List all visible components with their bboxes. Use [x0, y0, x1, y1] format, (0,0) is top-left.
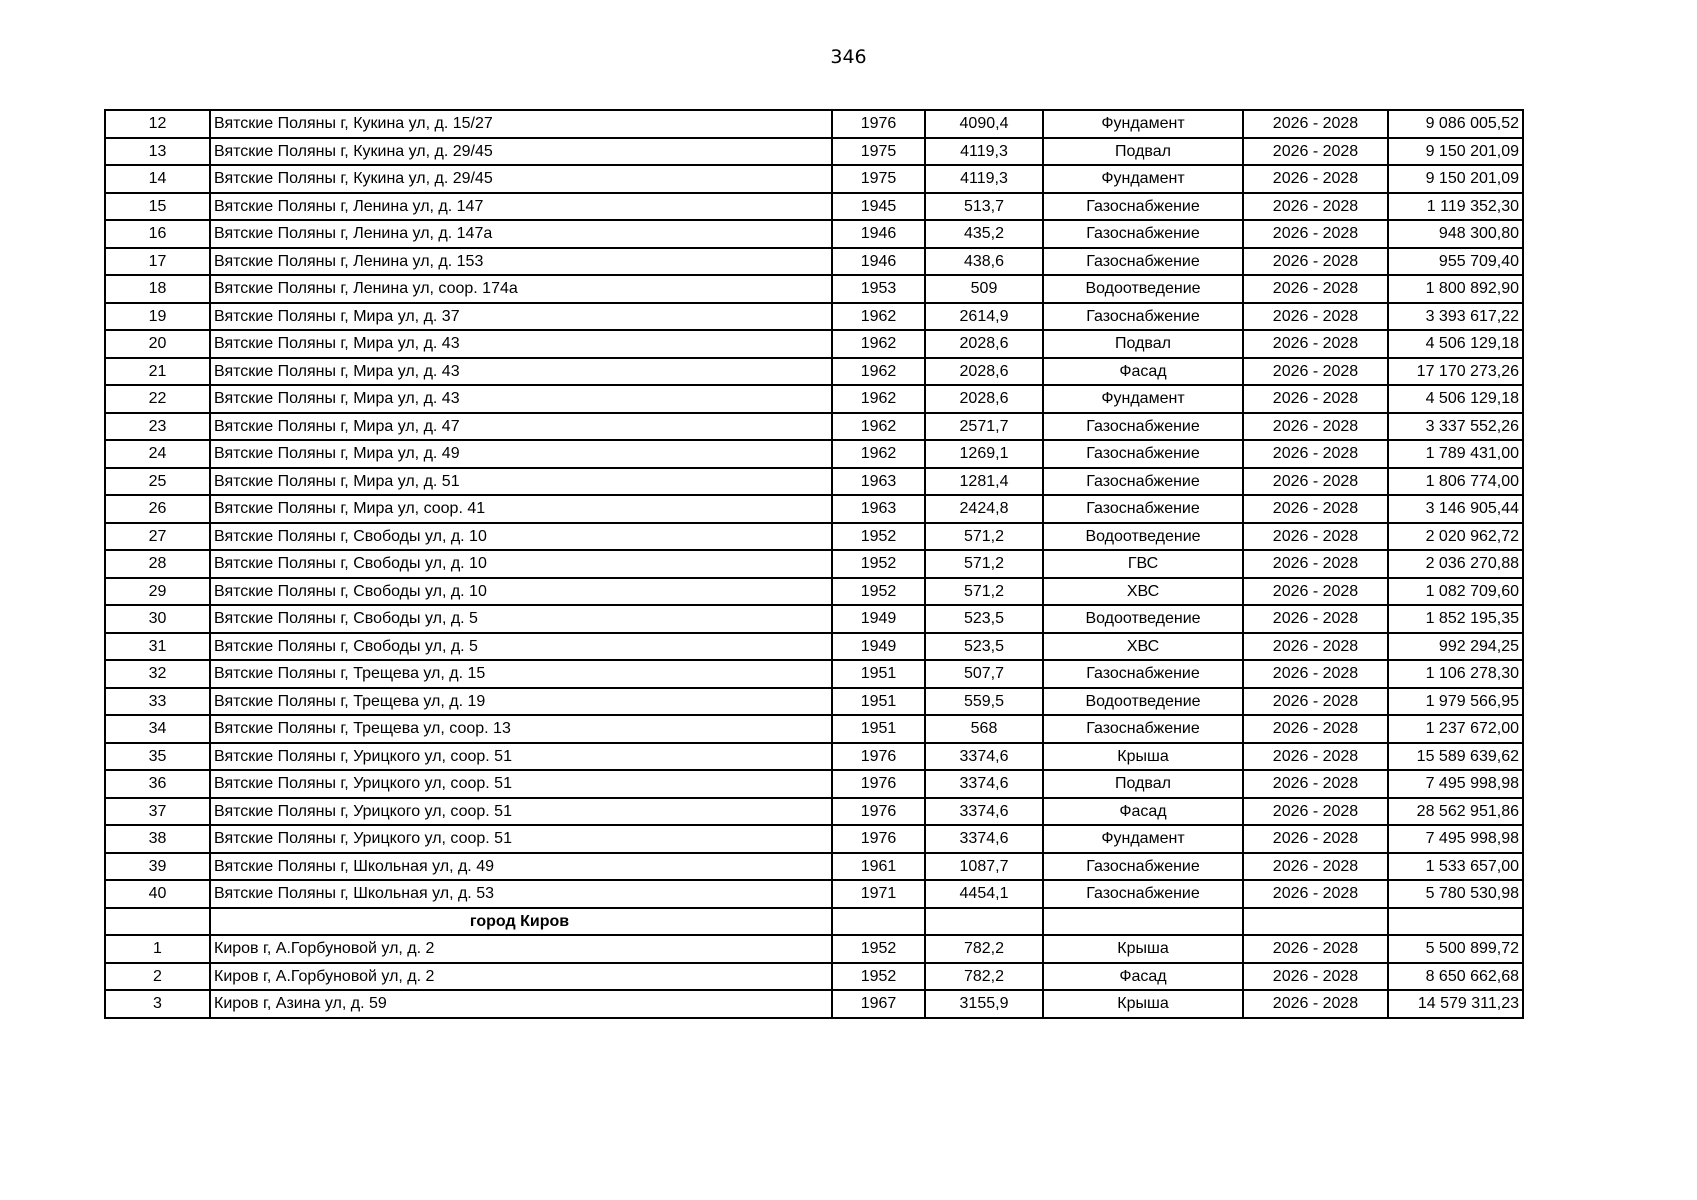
address-cell: Вятские Поляны г, Мира ул, д. 37: [210, 303, 832, 331]
work-type-cell: Крыша: [1043, 935, 1243, 963]
table-row: [105, 963, 1523, 991]
cost-cell: 7 495 998,98: [1388, 825, 1523, 853]
work-type-cell: Фундамент: [1043, 825, 1243, 853]
table-row: [105, 880, 1523, 908]
table-row: [105, 110, 1523, 138]
address-cell: Киров г, Азина ул, д. 59: [210, 990, 832, 1018]
work-type-cell: Газоснабжение: [1043, 715, 1243, 743]
row-number-cell: 38: [105, 825, 210, 853]
period-cell: 2026 - 2028: [1243, 468, 1388, 496]
cost-cell: 7 495 998,98: [1388, 770, 1523, 798]
build-year-cell: 1975: [832, 138, 925, 166]
row-number-cell: 34: [105, 715, 210, 743]
build-year-cell: 1953: [832, 275, 925, 303]
area-cell: 568: [925, 715, 1043, 743]
area-cell: 2028,6: [925, 358, 1043, 386]
cost-cell: 3 393 617,22: [1388, 303, 1523, 331]
area-cell: 4090,4: [925, 110, 1043, 138]
address-cell: Вятские Поляны г, Мира ул, д. 49: [210, 440, 832, 468]
table-row: [105, 798, 1523, 826]
work-type-cell: Крыша: [1043, 990, 1243, 1018]
address-cell: Вятские Поляны г, Свободы ул, д. 10: [210, 578, 832, 606]
row-number-cell: 27: [105, 523, 210, 551]
row-number-cell: 3: [105, 990, 210, 1018]
period-cell: 2026 - 2028: [1243, 110, 1388, 138]
area-cell: 2614,9: [925, 303, 1043, 331]
work-type-cell: Подвал: [1043, 138, 1243, 166]
table-row: [105, 165, 1523, 193]
page-number: 346: [830, 46, 867, 68]
row-number-cell: 13: [105, 138, 210, 166]
work-type-cell: Газоснабжение: [1043, 413, 1243, 441]
area-cell: 4454,1: [925, 880, 1043, 908]
build-year-cell: 1946: [832, 248, 925, 276]
cost-cell: 17 170 273,26: [1388, 358, 1523, 386]
cost-cell: 5 500 899,72: [1388, 935, 1523, 963]
row-number-cell: 30: [105, 605, 210, 633]
section-title-cell: город Киров: [210, 908, 832, 936]
period-cell: 2026 - 2028: [1243, 853, 1388, 881]
area-cell: 4119,3: [925, 138, 1043, 166]
address-cell: Вятские Поляны г, Кукина ул, д. 29/45: [210, 138, 832, 166]
period-cell: 2026 - 2028: [1243, 523, 1388, 551]
row-number-cell: 1: [105, 935, 210, 963]
work-type-cell: Фундамент: [1043, 110, 1243, 138]
table-row: [105, 770, 1523, 798]
build-year-cell: 1952: [832, 578, 925, 606]
area-cell: 513,7: [925, 193, 1043, 221]
table-row: [105, 303, 1523, 331]
work-type-cell: ХВС: [1043, 578, 1243, 606]
area-cell: 435,2: [925, 220, 1043, 248]
repair-schedule-table: [104, 109, 1524, 1019]
work-type-cell: Фундамент: [1043, 385, 1243, 413]
build-year-cell: 1951: [832, 715, 925, 743]
work-type-cell: Газоснабжение: [1043, 468, 1243, 496]
row-number-cell: 31: [105, 633, 210, 661]
build-year-cell: 1962: [832, 330, 925, 358]
table-row: [105, 825, 1523, 853]
row-number-cell: 25: [105, 468, 210, 496]
period-cell: [1243, 908, 1388, 936]
address-cell: Киров г, А.Горбуновой ул, д. 2: [210, 935, 832, 963]
row-number-cell: 35: [105, 743, 210, 771]
table-row: [105, 358, 1523, 386]
row-number-cell: 14: [105, 165, 210, 193]
cost-cell: 3 146 905,44: [1388, 495, 1523, 523]
period-cell: 2026 - 2028: [1243, 715, 1388, 743]
cost-cell: 948 300,80: [1388, 220, 1523, 248]
table-row: [105, 853, 1523, 881]
section-header-row: [105, 908, 1523, 936]
table-row: [105, 935, 1523, 963]
address-cell: Вятские Поляны г, Ленина ул, д. 147а: [210, 220, 832, 248]
period-cell: 2026 - 2028: [1243, 413, 1388, 441]
area-cell: 782,2: [925, 963, 1043, 991]
row-number-cell: 37: [105, 798, 210, 826]
cost-cell: [1388, 908, 1523, 936]
table-row: [105, 468, 1523, 496]
area-cell: 3374,6: [925, 825, 1043, 853]
address-cell: Вятские Поляны г, Ленина ул, д. 147: [210, 193, 832, 221]
area-cell: 523,5: [925, 605, 1043, 633]
area-cell: 507,7: [925, 660, 1043, 688]
period-cell: 2026 - 2028: [1243, 330, 1388, 358]
work-type-cell: Газоснабжение: [1043, 303, 1243, 331]
cost-cell: 2 020 962,72: [1388, 523, 1523, 551]
work-type-cell: [1043, 908, 1243, 936]
build-year-cell: 1976: [832, 110, 925, 138]
cost-cell: 1 533 657,00: [1388, 853, 1523, 881]
table-row: [105, 715, 1523, 743]
build-year-cell: 1949: [832, 633, 925, 661]
period-cell: 2026 - 2028: [1243, 688, 1388, 716]
period-cell: 2026 - 2028: [1243, 605, 1388, 633]
build-year-cell: 1952: [832, 550, 925, 578]
table-row: [105, 688, 1523, 716]
area-cell: 3374,6: [925, 798, 1043, 826]
build-year-cell: 1952: [832, 963, 925, 991]
area-cell: [925, 908, 1043, 936]
work-type-cell: ГВС: [1043, 550, 1243, 578]
period-cell: 2026 - 2028: [1243, 660, 1388, 688]
row-number-cell: 21: [105, 358, 210, 386]
work-type-cell: Фундамент: [1043, 165, 1243, 193]
work-type-cell: Газоснабжение: [1043, 660, 1243, 688]
cost-cell: 1 106 278,30: [1388, 660, 1523, 688]
period-cell: 2026 - 2028: [1243, 495, 1388, 523]
build-year-cell: 1976: [832, 825, 925, 853]
table-row: [105, 440, 1523, 468]
row-number-cell: 26: [105, 495, 210, 523]
work-type-cell: Крыша: [1043, 743, 1243, 771]
build-year-cell: 1976: [832, 798, 925, 826]
build-year-cell: 1962: [832, 385, 925, 413]
area-cell: 1281,4: [925, 468, 1043, 496]
table-row: [105, 138, 1523, 166]
row-number-cell: 33: [105, 688, 210, 716]
cost-cell: 1 237 672,00: [1388, 715, 1523, 743]
work-type-cell: Водоотведение: [1043, 688, 1243, 716]
period-cell: 2026 - 2028: [1243, 963, 1388, 991]
work-type-cell: Фасад: [1043, 798, 1243, 826]
area-cell: 1087,7: [925, 853, 1043, 881]
period-cell: 2026 - 2028: [1243, 743, 1388, 771]
work-type-cell: Газоснабжение: [1043, 220, 1243, 248]
table-row: [105, 275, 1523, 303]
address-cell: Вятские Поляны г, Школьная ул, д. 49: [210, 853, 832, 881]
cost-cell: 1 082 709,60: [1388, 578, 1523, 606]
table-row: [105, 743, 1523, 771]
row-number-cell: 2: [105, 963, 210, 991]
period-cell: 2026 - 2028: [1243, 990, 1388, 1018]
table-row: [105, 578, 1523, 606]
area-cell: 438,6: [925, 248, 1043, 276]
work-type-cell: Подвал: [1043, 770, 1243, 798]
work-type-cell: Водоотведение: [1043, 605, 1243, 633]
period-cell: 2026 - 2028: [1243, 248, 1388, 276]
area-cell: 571,2: [925, 523, 1043, 551]
address-cell: Вятские Поляны г, Кукина ул, д. 29/45: [210, 165, 832, 193]
address-cell: Вятские Поляны г, Трещева ул, д. 15: [210, 660, 832, 688]
work-type-cell: Фасад: [1043, 358, 1243, 386]
table-row: [105, 495, 1523, 523]
work-type-cell: Газоснабжение: [1043, 495, 1243, 523]
address-cell: Вятские Поляны г, Мира ул, д. 47: [210, 413, 832, 441]
build-year-cell: 1945: [832, 193, 925, 221]
period-cell: 2026 - 2028: [1243, 825, 1388, 853]
table-row: [105, 385, 1523, 413]
cost-cell: 14 579 311,23: [1388, 990, 1523, 1018]
row-number-cell: 40: [105, 880, 210, 908]
table-row: [105, 660, 1523, 688]
area-cell: 3374,6: [925, 743, 1043, 771]
work-type-cell: Водоотведение: [1043, 523, 1243, 551]
address-cell: Вятские Поляны г, Мира ул, д. 43: [210, 330, 832, 358]
row-number-cell: 23: [105, 413, 210, 441]
address-cell: Вятские Поляны г, Трещева ул, д. 19: [210, 688, 832, 716]
address-cell: Вятские Поляны г, Кукина ул, д. 15/27: [210, 110, 832, 138]
row-number-cell: 15: [105, 193, 210, 221]
table-row: [105, 523, 1523, 551]
row-number-cell: 18: [105, 275, 210, 303]
period-cell: 2026 - 2028: [1243, 880, 1388, 908]
table-row: [105, 248, 1523, 276]
work-type-cell: Газоснабжение: [1043, 853, 1243, 881]
work-type-cell: ХВС: [1043, 633, 1243, 661]
cost-cell: 28 562 951,86: [1388, 798, 1523, 826]
build-year-cell: 1963: [832, 468, 925, 496]
address-cell: Вятские Поляны г, Мира ул, д. 43: [210, 385, 832, 413]
area-cell: 559,5: [925, 688, 1043, 716]
row-number-cell: 29: [105, 578, 210, 606]
area-cell: 3374,6: [925, 770, 1043, 798]
row-number-cell: 36: [105, 770, 210, 798]
cost-cell: 4 506 129,18: [1388, 385, 1523, 413]
row-number-cell: 32: [105, 660, 210, 688]
work-type-cell: Газоснабжение: [1043, 248, 1243, 276]
cost-cell: 15 589 639,62: [1388, 743, 1523, 771]
address-cell: Вятские Поляны г, Ленина ул, соор. 174а: [210, 275, 832, 303]
period-cell: 2026 - 2028: [1243, 550, 1388, 578]
table-row: [105, 633, 1523, 661]
area-cell: 2028,6: [925, 385, 1043, 413]
address-cell: Вятские Поляны г, Свободы ул, д. 10: [210, 550, 832, 578]
address-cell: Вятские Поляны г, Школьная ул, д. 53: [210, 880, 832, 908]
cost-cell: 1 806 774,00: [1388, 468, 1523, 496]
address-cell: Вятские Поляны г, Мира ул, соор. 41: [210, 495, 832, 523]
build-year-cell: 1962: [832, 303, 925, 331]
table-row: [105, 605, 1523, 633]
address-cell: Вятские Поляны г, Ленина ул, д. 153: [210, 248, 832, 276]
row-number-cell: 20: [105, 330, 210, 358]
row-number-cell: [105, 908, 210, 936]
work-type-cell: Газоснабжение: [1043, 440, 1243, 468]
area-cell: 571,2: [925, 578, 1043, 606]
row-number-cell: 19: [105, 303, 210, 331]
cost-cell: 1 979 566,95: [1388, 688, 1523, 716]
cost-cell: 9 150 201,09: [1388, 138, 1523, 166]
row-number-cell: 22: [105, 385, 210, 413]
row-number-cell: 24: [105, 440, 210, 468]
cost-cell: 3 337 552,26: [1388, 413, 1523, 441]
row-number-cell: 12: [105, 110, 210, 138]
area-cell: 4119,3: [925, 165, 1043, 193]
address-cell: Вятские Поляны г, Урицкого ул, соор. 51: [210, 798, 832, 826]
table-row: [105, 990, 1523, 1018]
table-row: [105, 220, 1523, 248]
address-cell: Вятские Поляны г, Урицкого ул, соор. 51: [210, 743, 832, 771]
build-year-cell: 1976: [832, 770, 925, 798]
row-number-cell: 39: [105, 853, 210, 881]
address-cell: Вятские Поляны г, Свободы ул, д. 5: [210, 633, 832, 661]
work-type-cell: Газоснабжение: [1043, 880, 1243, 908]
build-year-cell: 1951: [832, 660, 925, 688]
row-number-cell: 17: [105, 248, 210, 276]
cost-cell: 4 506 129,18: [1388, 330, 1523, 358]
build-year-cell: 1971: [832, 880, 925, 908]
period-cell: 2026 - 2028: [1243, 358, 1388, 386]
build-year-cell: 1949: [832, 605, 925, 633]
build-year-cell: 1962: [832, 440, 925, 468]
area-cell: 2028,6: [925, 330, 1043, 358]
build-year-cell: 1952: [832, 935, 925, 963]
build-year-cell: 1963: [832, 495, 925, 523]
area-cell: 782,2: [925, 935, 1043, 963]
area-cell: 3155,9: [925, 990, 1043, 1018]
cost-cell: 2 036 270,88: [1388, 550, 1523, 578]
cost-cell: 8 650 662,68: [1388, 963, 1523, 991]
build-year-cell: 1961: [832, 853, 925, 881]
period-cell: 2026 - 2028: [1243, 220, 1388, 248]
cost-cell: 1 119 352,30: [1388, 193, 1523, 221]
area-cell: 523,5: [925, 633, 1043, 661]
period-cell: 2026 - 2028: [1243, 770, 1388, 798]
area-cell: 571,2: [925, 550, 1043, 578]
cost-cell: 1 789 431,00: [1388, 440, 1523, 468]
cost-cell: 1 800 892,90: [1388, 275, 1523, 303]
cost-cell: 955 709,40: [1388, 248, 1523, 276]
build-year-cell: 1967: [832, 990, 925, 1018]
build-year-cell: 1952: [832, 523, 925, 551]
build-year-cell: [832, 908, 925, 936]
address-cell: Вятские Поляны г, Свободы ул, д. 10: [210, 523, 832, 551]
period-cell: 2026 - 2028: [1243, 385, 1388, 413]
cost-cell: 1 852 195,35: [1388, 605, 1523, 633]
cost-cell: 9 086 005,52: [1388, 110, 1523, 138]
work-type-cell: Подвал: [1043, 330, 1243, 358]
period-cell: 2026 - 2028: [1243, 633, 1388, 661]
area-cell: 2424,8: [925, 495, 1043, 523]
work-type-cell: Водоотведение: [1043, 275, 1243, 303]
period-cell: 2026 - 2028: [1243, 193, 1388, 221]
table-row: [105, 330, 1523, 358]
period-cell: 2026 - 2028: [1243, 578, 1388, 606]
area-cell: 1269,1: [925, 440, 1043, 468]
work-type-cell: Фасад: [1043, 963, 1243, 991]
row-number-cell: 28: [105, 550, 210, 578]
table-row: [105, 193, 1523, 221]
address-cell: Вятские Поляны г, Свободы ул, д. 5: [210, 605, 832, 633]
build-year-cell: 1951: [832, 688, 925, 716]
cost-cell: 9 150 201,09: [1388, 165, 1523, 193]
address-cell: Вятские Поляны г, Мира ул, д. 51: [210, 468, 832, 496]
address-cell: Вятские Поляны г, Трещева ул, соор. 13: [210, 715, 832, 743]
row-number-cell: 16: [105, 220, 210, 248]
period-cell: 2026 - 2028: [1243, 275, 1388, 303]
period-cell: 2026 - 2028: [1243, 165, 1388, 193]
period-cell: 2026 - 2028: [1243, 798, 1388, 826]
build-year-cell: 1975: [832, 165, 925, 193]
period-cell: 2026 - 2028: [1243, 935, 1388, 963]
table-body: [105, 110, 1523, 1018]
address-cell: Вятские Поляны г, Урицкого ул, соор. 51: [210, 770, 832, 798]
build-year-cell: 1976: [832, 743, 925, 771]
cost-cell: 992 294,25: [1388, 633, 1523, 661]
work-type-cell: Газоснабжение: [1043, 193, 1243, 221]
period-cell: 2026 - 2028: [1243, 138, 1388, 166]
build-year-cell: 1962: [832, 358, 925, 386]
cost-cell: 5 780 530,98: [1388, 880, 1523, 908]
address-cell: Вятские Поляны г, Урицкого ул, соор. 51: [210, 825, 832, 853]
period-cell: 2026 - 2028: [1243, 303, 1388, 331]
build-year-cell: 1962: [832, 413, 925, 441]
address-cell: Киров г, А.Горбуновой ул, д. 2: [210, 963, 832, 991]
table-row: [105, 413, 1523, 441]
period-cell: 2026 - 2028: [1243, 440, 1388, 468]
address-cell: Вятские Поляны г, Мира ул, д. 43: [210, 358, 832, 386]
build-year-cell: 1946: [832, 220, 925, 248]
table-row: [105, 550, 1523, 578]
area-cell: 2571,7: [925, 413, 1043, 441]
area-cell: 509: [925, 275, 1043, 303]
